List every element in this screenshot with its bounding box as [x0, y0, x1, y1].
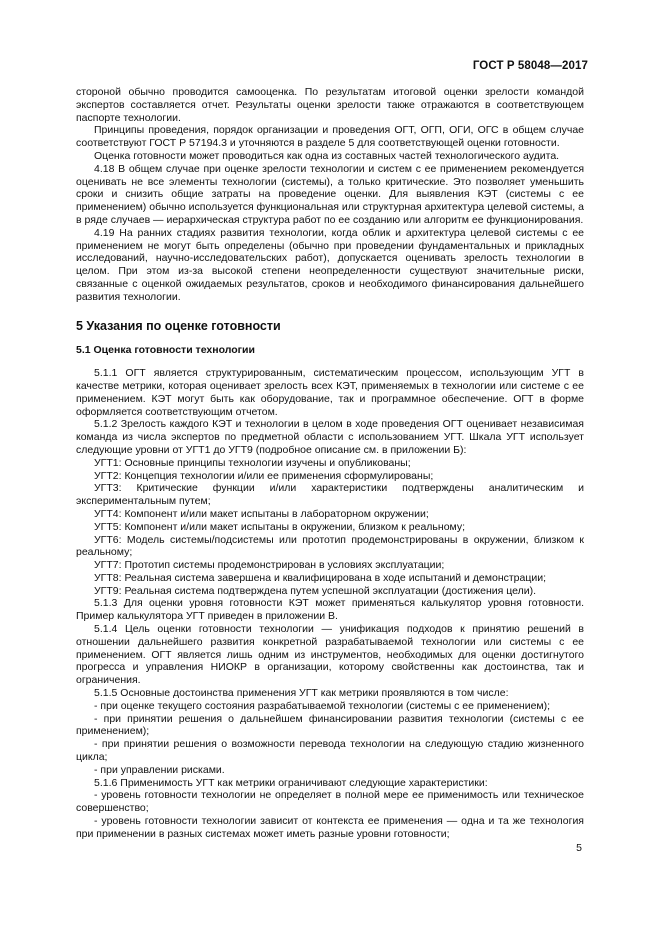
standard-header: ГОСТ Р 58048—2017	[472, 60, 588, 72]
list-item: УГТ7: Прототип системы продемонстрирован в условиях эксплуатации;	[94, 559, 445, 572]
list-item: - уровень готовности технологии зависит от контекста ее применения — одна и та же технология при применении в разных системах может иметь разные уровни готовности;	[76, 815, 584, 840]
list-item: УГТ8: Реальная система завершена и квалифицирована в ходе испытаний и демонстрации;	[94, 571, 547, 584]
paragraph: 4.18 В общем случае при оценке зрелости технологии и систем с ее применением рекомендуется оценивать не все элементы технологии (системы), а только критические. Это позволяет уменьшить сроки и снизить общие затраты на проведение оценки. Для выявления КЭТ (системы с ее применением) обычно используется функциональная или структурная архитектура целевой системы, а в ряде случаев — иерархическая структура работ по ее созданию или алгоритм ее функционирования.	[76, 162, 584, 226]
paragraph: 4.19 На ранних стадиях развития технологии, когда облик и архитектура целевой системы с ее применением не могут быть определены (обычно при проведении фундаментальных и прикладных исследований, научно-исследовательских работ), допускается оценивать зрелость технологии в целом. При этом из-за высокой степени неопределенности существуют значительные риски, связанные с оценкой ожидаемых результатов, сроков и необходимого финансирования дальнейшего развития технологии.	[76, 226, 584, 303]
document-body	[76, 86, 584, 841]
list-item: УГТ6: Модель системы/подсистемы или прототип продемонстрированы в окружении, близком к реальному;	[76, 533, 584, 559]
paragraph: стороной обычно проводится самооценка. По результатам итоговой оценки зрелости командой экспертов составляется отчет. Результаты оценки зрелости также отражаются в соответствующем паспорте технологии.	[76, 86, 584, 124]
list-item: УГТ9: Реальная система подтверждена путем успешной эксплуатации (достижения цели).	[94, 584, 537, 597]
list-item: - при оценке текущего состояния разрабатываемой технологии (системы с ее применением);	[94, 699, 551, 712]
list-item: УГТ5: Компонент и/или макет испытаны в окружении, близком к реальному;	[94, 520, 466, 533]
paragraph: Принципы проведения, порядок организации и проведения ОГТ, ОГП, ОГИ, ОГС в общем случае соответствуют ГОСТ Р 57194.3 и уточняются в разделе 5 для соответствующей оценки готовности.	[76, 124, 584, 150]
paragraph: Оценка готовности может проводиться как одна из составных частей технологического аудита.	[94, 149, 560, 162]
paragraph: 5.1.1 ОГТ является структурированным, систематическим процессом, использующим УГТ в качестве метрики, которая оценивает зрелость всех КЭТ, применяемых в технологии или системе с ее применением. КЭТ могут быть как оборудование, так и программное обеспечение. ОГТ в форме оформляется соответствующим отчетом.	[76, 367, 584, 418]
paragraph: 5.1.6 Применимость УГТ как метрики ограничивают следующие характеристики:	[94, 776, 488, 789]
page-number: 5	[576, 842, 582, 854]
list-item: - при принятии решения о дальнейшем финансировании развития технологии (системы с ее применением);	[76, 712, 584, 738]
section-heading: 5 Указания по оценке готовности	[76, 318, 281, 333]
paragraph: 5.1.3 Для оценки уровня готовности КЭТ может применяться калькулятор уровня готовности. Пример калькулятора УГТ приведен в приложении В.	[76, 597, 584, 623]
list-item: УГТ3: Критические функции и/или характеристики подтверждены аналитическим и экспериментальным путем;	[76, 482, 584, 508]
paragraph: 5.1.4 Цель оценки готовности технологии — унификация подходов к принятию решений в отношении дальнейшего развития конкретной разрабатываемой технологии или системы с ее применением. ОГТ является лишь одним из инструментов, необходимых для оценки достигнутого прогресса и управления НИОКР в организации, которому свойственны как достоинства, так и ограничения.	[76, 623, 584, 687]
subsection-heading: 5.1 Оценка готовности технологии	[76, 344, 255, 357]
list-item: - при управлении рисками.	[94, 763, 225, 776]
list-item: - уровень готовности технологии не определяет в полной мере ее применимость или техническое совершенство;	[76, 789, 584, 815]
list-item: УГТ4: Компонент и/или макет испытаны в лабораторном окружении;	[94, 507, 429, 520]
list-item: - при принятии решения о возможности перевода технологии на следующую стадию жизненного цикла;	[76, 738, 584, 764]
paragraph: 5.1.5 Основные достоинства применения УГТ как метрики проявляются в том числе:	[94, 687, 509, 700]
paragraph: 5.1.2 Зрелость каждого КЭТ и технологии в целом в ходе проведения ОГТ оценивает независимая команда из числа экспертов по предметной области с использованием УГТ. Шкала УГТ использует следующие уровни от УГТ1 до УГТ9 (подробное описание см. в приложении Б):	[76, 418, 584, 456]
list-item: УГТ1: Основные принципы технологии изучены и опубликованы;	[94, 456, 411, 469]
list-item: УГТ2: Концепция технологии и/или ее применения сформулированы;	[94, 469, 434, 482]
